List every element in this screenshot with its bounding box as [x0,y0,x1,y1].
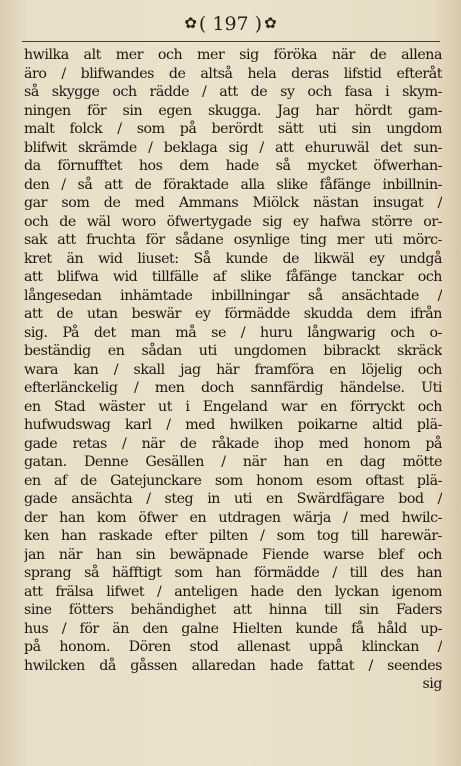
page-number: ( 197 ) [198,13,263,35]
text-line: der han kom öfwer en utdragen wärja / med hwilc- [24,509,442,526]
text-line: gade retas / när de råkade ihop med honom på [24,435,442,452]
text-line: sine fötters behändighet att hinna till sin Faders [24,602,442,618]
text-line: den / så att de föraktade alla slike fåfänge inbillnin- [24,176,442,193]
text-line: da förnufftet hos dem hade så mycket öfwerhan- [24,158,442,174]
page-header [0,10,461,38]
text-line: hwilka alt mer och mer sig föröka när de allena [24,47,442,63]
text-line: ken han raskade efter pilten / som tog till harewär- [24,528,442,544]
text-line: jan när han sin bewäpnade Fiende warse blef och [24,546,442,563]
text-line: sprang så häfftigt som han förmädde / till des han [24,565,442,581]
text-line: en af de Gatejunckare som honom esom oftast plä- [24,472,442,489]
text-line: att frälsa lifwet / anteligen hade den lyckan igenom [24,583,442,600]
flower-ornament-icon: ✿ [184,14,197,32]
text-line: ningen för sin egen skugga. Jag har hördt gam- [24,102,442,119]
text-line: gar som de med Ammans Miölck nästan insugat / [24,195,442,211]
flower-ornament-icon: ✿ [264,14,277,32]
text-line: en Stad wäster ut i Engeland war en förryckt och [24,398,442,415]
text-line: hus / för än den galne Hielten kunde få håld up- [24,620,442,637]
text-line: gatan. Denne Gesällen / när han en dag mötte [24,454,442,470]
text-line: att blifwa wid tillfälle af slike fåfänge tanckar och [24,269,442,285]
text-line: hufwudswag karl / med hwilken poikarne altid plä- [24,417,442,433]
text-line: sig [422,676,442,692]
text-line: så skygge och rädde / att de sy och fasa i skym- [24,84,442,100]
text-line: sak att fruchta för sådane osynlige ting mer uti mörc- [24,232,442,248]
text-line: kret än wid liuset: Så kunde de likwäl ey undgå [24,250,442,267]
text-line: malt folck / som på berördt sätt uti sin ungdom [24,121,442,137]
text-line: äro / blifwandes de altså hela deras lifstid efteråt [24,65,442,82]
page-text [24,46,442,694]
text-line: efterlänckelig / men doch sannfärdig händelse. Uti [24,380,442,396]
text-line: blifwit skrämde / beklaga sig / att ehuruwäl det sun- [24,139,442,156]
text-line: beständig en sådan uti ungdomen bibrackt skräck [24,343,442,359]
text-line: sig. På det man må se / huru långwarig och o- [24,324,442,341]
header-rule [22,41,440,42]
text-line: hwilcken då gåssen allaredan hade fattat / seendes [24,657,442,674]
text-line: och de wäl woro öfwertygade sig ey hafwa större or- [24,213,442,230]
text-line: på honom. Dören stod allenast uppå klinckan / [24,639,442,655]
text-line: långesedan inhämtade inbillningar så ansächtade / [24,287,442,304]
text-line: gade ansächta / steg in uti en Swärdfägare bod / [24,491,442,507]
text-line: wara kan / skall jag här framföra en löjelig och [24,361,442,378]
text-line: att de utan beswär ey förmädde skudda dem ifrån [24,306,442,322]
